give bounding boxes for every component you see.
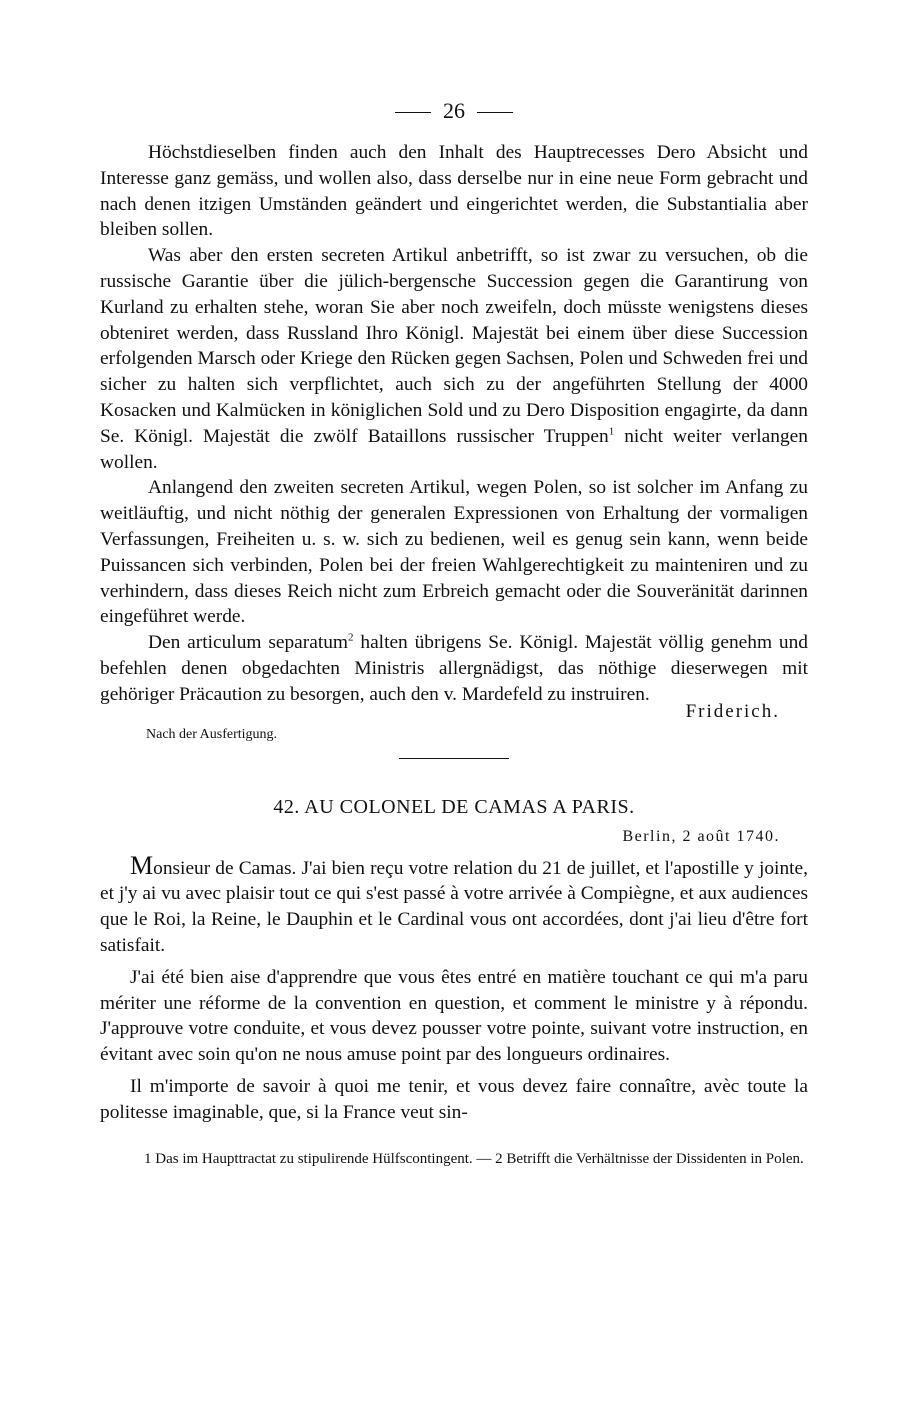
paragraph-3: Anlangend den zweiten secreten Artikul, wegen Polen, so ist solcher im Anfang zu weitläuftig, und nicht nöthig der generalen Expressionen von Erhaltung der vormaligen Verfassungen, Freiheiten u. s. w. sich zu bedienen, weil es genug sein kann, wenn beide Puissancen sich verbinden, Polen bei der freien Wahlgerechtigkeit zu mainteniren und zu verhindern, dass dieses Reich nicht zum Erbreich gemacht oder die Souveränität darinnen eingeführet werde. [100,477,808,628]
letter-initial: M [130,850,154,880]
letter-paragraph-1-text: onsieur de Camas. J'ai bien reçu votre relation du 21 de juillet, et l'apostille y jointe, et j'y ai vu avec plaisir tout ce qui s'est passé à votre arrivée à Compiègne, et aux audiences que le Roi, la Reine, le Dauphin et le Cardinal vous ont accordées, dont j'ai lieu d'être fort satisfait. [100,857,808,956]
footnotes: 1 Das im Haupttractat zu stipulirende Hülfscontingent. — 2 Betrifft die Verhältnisse der Dissidenten in Polen. [144,1150,804,1167]
footnote-marker-2: 2 [348,631,354,644]
page-number [100,96,808,126]
page-number-dash-left [395,112,431,113]
letter-heading: 42. AU COLONEL DE CAMAS A PARIS. [273,795,635,818]
page [100,96,808,1170]
section-divider [399,758,509,759]
letter-paragraph-3: Il m'importe de savoir à quoi me tenir, et vous devez faire connaître, avèc toute la politesse imaginable, que, si la France veut sin- [100,1075,808,1123]
letter-paragraph-1 [100,850,808,959]
footnote-marker-1: 1 [608,425,615,438]
paragraph-1: Höchstdieselben finden auch den Inhalt des Hauptrecesses Dero Absicht und Interesse ganz gemäss, und wollen also, dass derselbe nur in eine neue Form gebracht und nach denen itzigen Umständen geändert und eingerichtet werden, die Substantialia aber bleiben sollen. [100,142,808,241]
page-number-text: 26 [443,98,465,123]
letter-paragraph-2: J'ai été bien aise d'apprendre que vous êtes entré en matière touchant ce qui m'a paru mériter une réforme de la convention en question, et comment le ministre y à répondu. J'approuve votre conduite, et vous devez pousser votre pointe, suivant votre instruction, en évitant avec soin qu'on ne nous amuse point par des longueurs ordinaires. [100,966,808,1066]
letter-dateline: Berlin, 2 août 1740. [622,827,780,845]
paragraph-4 [100,630,808,707]
page-number-dash-right [477,112,513,113]
source-note: Nach der Ausfertigung. [146,726,278,742]
signature: Friderich. [685,700,780,722]
paragraph-4-start: Den articulum separatum [148,632,349,654]
paragraph-2-tail: nicht weiter verlangen wollen. [100,425,808,473]
paragraph-2 [100,243,808,475]
paragraph-2-text: Was aber den ersten secreten Artikul anbetrifft, so ist zwar zu versuchen, ob die russische Garantie über die jülich-bergensche Succession gegen die Garantirung von Kurland zu erhalten stehe, woran Sie aber noch zweifeln, doch müsste wenigstens dieses obteniret werden, dass Russland Ihro Königl. Majestät bei einem über diese Succession erfolgenden Marsch oder Kriege den Rücken gegen Sachsen, Polen und Schweden frei und sicher zu halten sich verpflichtet, auch sich zu der angeführten Stellung der 4000 Kosacken und Kalmücken in königlichen Sold und zu Dero Disposition engagirte, da dann Se. Königl. Majestät die zwölf Bataillons russischer Truppen [100,245,808,447]
paragraph-4-rest: halten übrigens Se. Königl. Majestät völlig genehm und befehlen denen obgedachten Ministris allergnädigst, das nöthige dieserwegen mit gehöriger Präcaution zu besorgen, auch den v. Mardefeld zu instruiren. [100,632,808,705]
